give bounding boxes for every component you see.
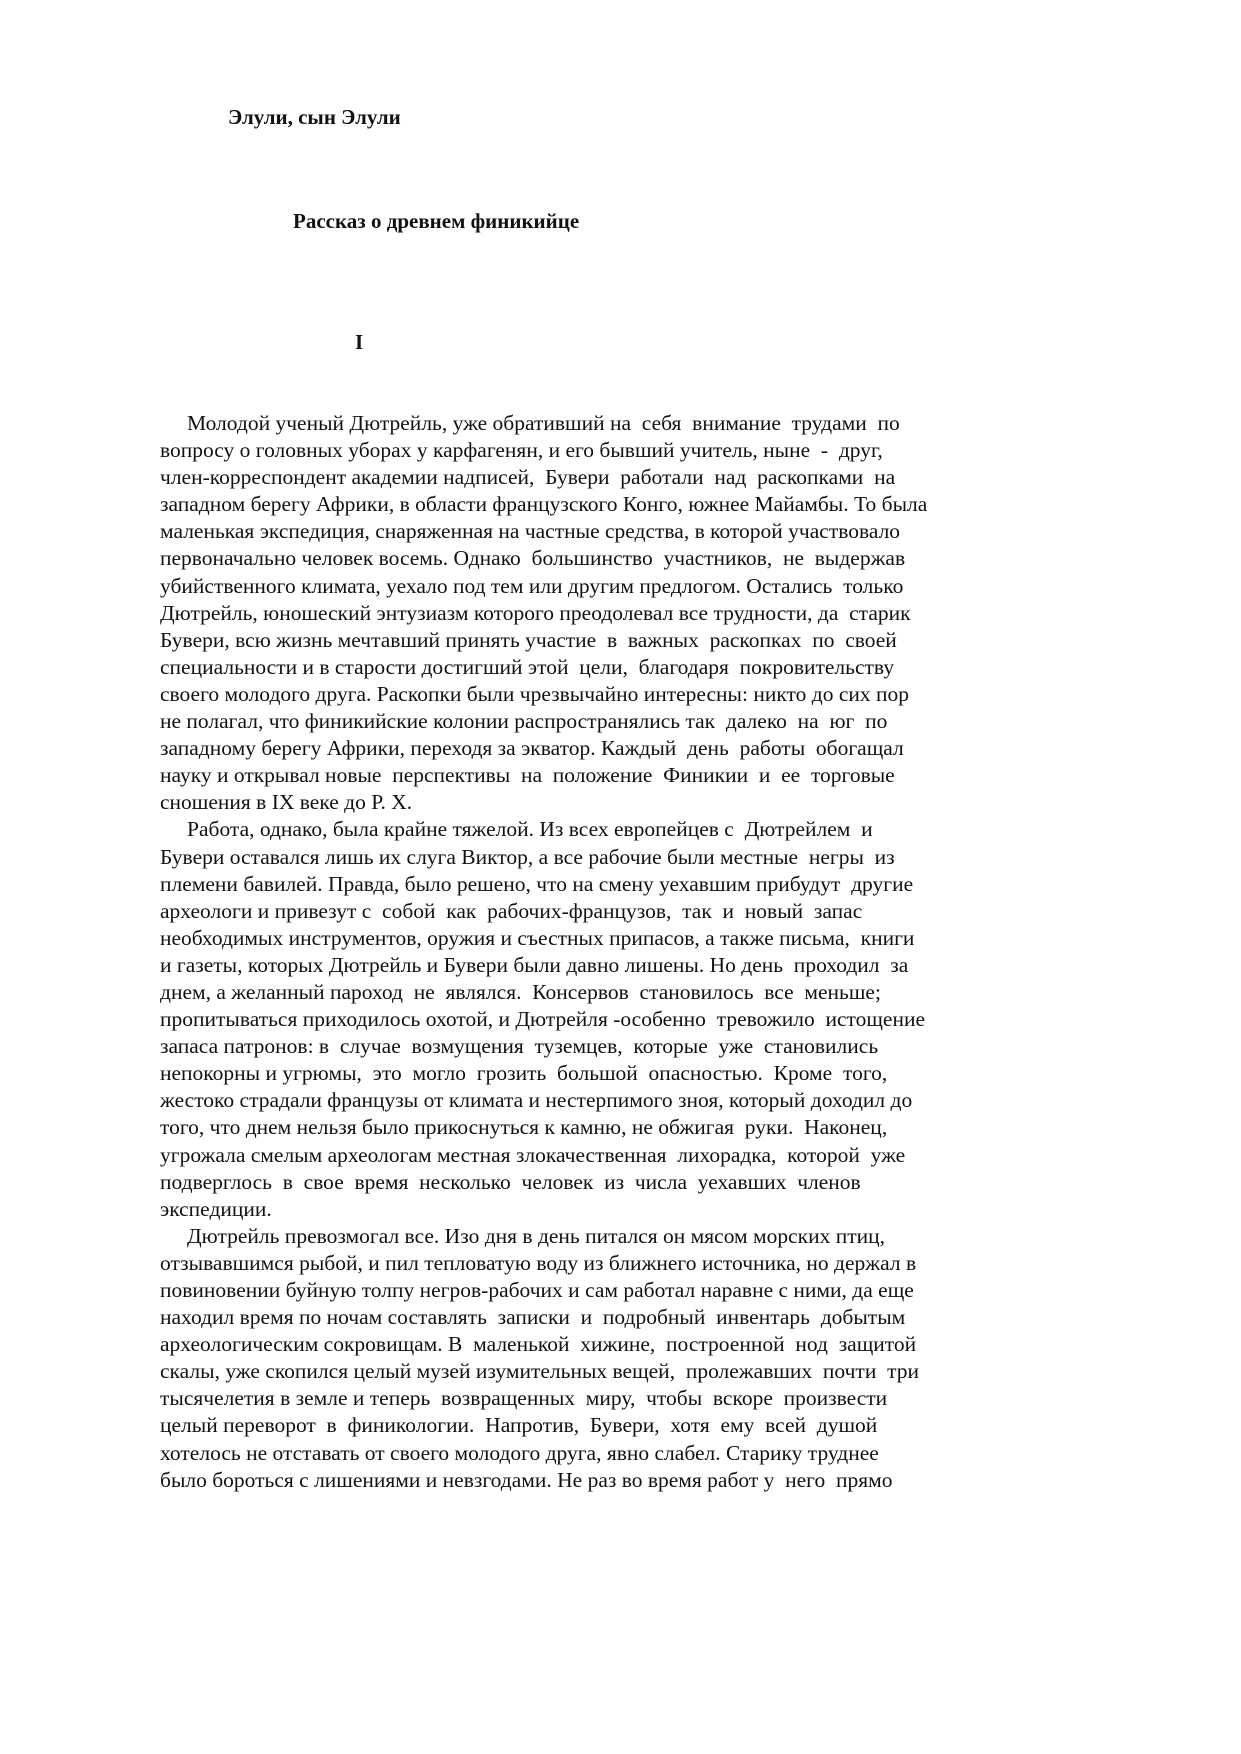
text-line: днем, а желанный пароход не являлся. Консервов становилось все меньше;: [160, 979, 881, 1004]
text-line: вопросу о головных уборах у карфагенян, и его бывший учитель, ныне - друг,: [160, 438, 883, 463]
text-line: археологическим сокровищам. В маленькой хижине, построенной нод защитой: [160, 1332, 917, 1357]
text-line: того, что днем нельзя было прикоснуться к камню, не обжигая руки. Наконец,: [160, 1115, 888, 1140]
text-line: Дютрейль, юношеский энтузиазм которого преодолевал все трудности, да старик: [160, 600, 911, 625]
text-line: непокорны и угрюмы, это могло грозить большой опасностью. Кроме того,: [160, 1061, 888, 1086]
text-line: экспедиции.: [160, 1196, 272, 1221]
text-line: подверглось в свое время несколько человек из числа уехавших членов: [160, 1169, 861, 1194]
text-line: хотелось не отставать от своего молодого друга, явно слабел. Старику труднее: [160, 1440, 879, 1465]
text-line: скалы, уже скопился целый музей изумительных вещей, пролежавших почти три: [160, 1359, 919, 1384]
text-line: было бороться с лишениями и невзгодами. Не раз во время работ у него прямо: [160, 1467, 893, 1492]
text-line: археологи и привезут с собой как рабочих-французов, так и новый запас: [160, 898, 863, 923]
text-line: угрожала смелым археологам местная злокачественная лихорадка, которой уже: [160, 1142, 906, 1167]
body-text: [160, 410, 980, 1494]
text-line: член-корреспондент академии надписей, Бувери работали над раскопками на: [160, 465, 896, 490]
paragraph: [160, 1223, 980, 1494]
text-line: находил время по ночам составлять записки и подробный инвентарь добытым: [160, 1305, 906, 1330]
paragraph: [160, 816, 980, 1222]
text-line: науку и открывал новые перспективы на положение Финикии и ее торговые: [160, 763, 895, 788]
text-line: отзывавшимся рыбой, и пил тепловатую воду из ближнего источника, но держал в: [160, 1250, 917, 1275]
document-title: Элули, сын Элули: [228, 105, 401, 129]
text-line: западном берегу Африки, в области французского Конго, южнее Майамбы. То была: [160, 492, 928, 517]
text-line: своего молодого друга. Раскопки были чрезвычайно интересны: никто до сих пор: [160, 681, 910, 706]
text-line: запаса патронов: в случае возмущения туземцев, которые уже становились: [160, 1034, 879, 1059]
text-line: необходимых инструментов, оружия и съестных припасов, а также письма, книги: [160, 925, 915, 950]
text-line: Молодой ученый Дютрейль, уже обративший на себя внимание трудами по: [187, 411, 900, 435]
text-line: и газеты, которых Дютрейль и Бувери были давно лишены. Но день проходил за: [160, 952, 909, 977]
text-line: специальности и в старости достигший этой цели, благодаря покровительству: [160, 654, 895, 679]
text-line: западному берегу Африки, переходя за экватор. Каждый день работы обогащал: [160, 736, 904, 761]
text-line: Работа, однако, была крайне тяжелой. Из всех европейцев с Дютрейлем и: [187, 817, 873, 842]
text-line: жестоко страдали французы от климата и нестерпимого зноя, который доходил до: [160, 1088, 913, 1113]
text-line: тысячелетия в земле и теперь возвращенных миру, чтобы вскоре произвести: [160, 1386, 888, 1411]
text-line: Дютрейль превозмогал все. Изо дня в день питался он мясом морских птиц,: [187, 1223, 886, 1248]
text-line: пропитываться приходилось охотой, и Дютрейля -особенно тревожило истощение: [160, 1007, 926, 1032]
paragraph: [160, 410, 980, 816]
text-line: сношения в IX веке до Р. Х.: [160, 790, 413, 815]
text-line: племени бавилей. Правда, было решено, что на смену уехавшим прибудут другие: [160, 871, 914, 896]
text-line: Бувери оставался лишь их слуга Виктор, а все рабочие были местные негры из: [160, 844, 895, 869]
text-line: не полагал, что финикийские колонии распространялись так далеко на юг по: [160, 709, 888, 734]
text-line: первоначально человек восемь. Однако большинство участников, не выдержав: [160, 546, 906, 571]
text-line: убийственного климата, уехало под тем или другим предлогом. Остались только: [160, 573, 904, 598]
text-line: Бувери, всю жизнь мечтавший принять участие в важных раскопках по своей: [160, 627, 897, 652]
text-line: повиновении буйную толпу негров-рабочих и сам работал наравне с ними, да еще: [160, 1278, 914, 1302]
text-line: целый переворот в финикологии. Напротив, Бувери, хотя ему всей душой: [160, 1413, 878, 1438]
chapter-number: I: [355, 330, 364, 354]
document-subtitle: Рассказ о древнем финикийце: [293, 209, 580, 233]
text-line: маленькая экспедиция, снаряженная на частные средства, в которой участвовало: [160, 519, 901, 544]
